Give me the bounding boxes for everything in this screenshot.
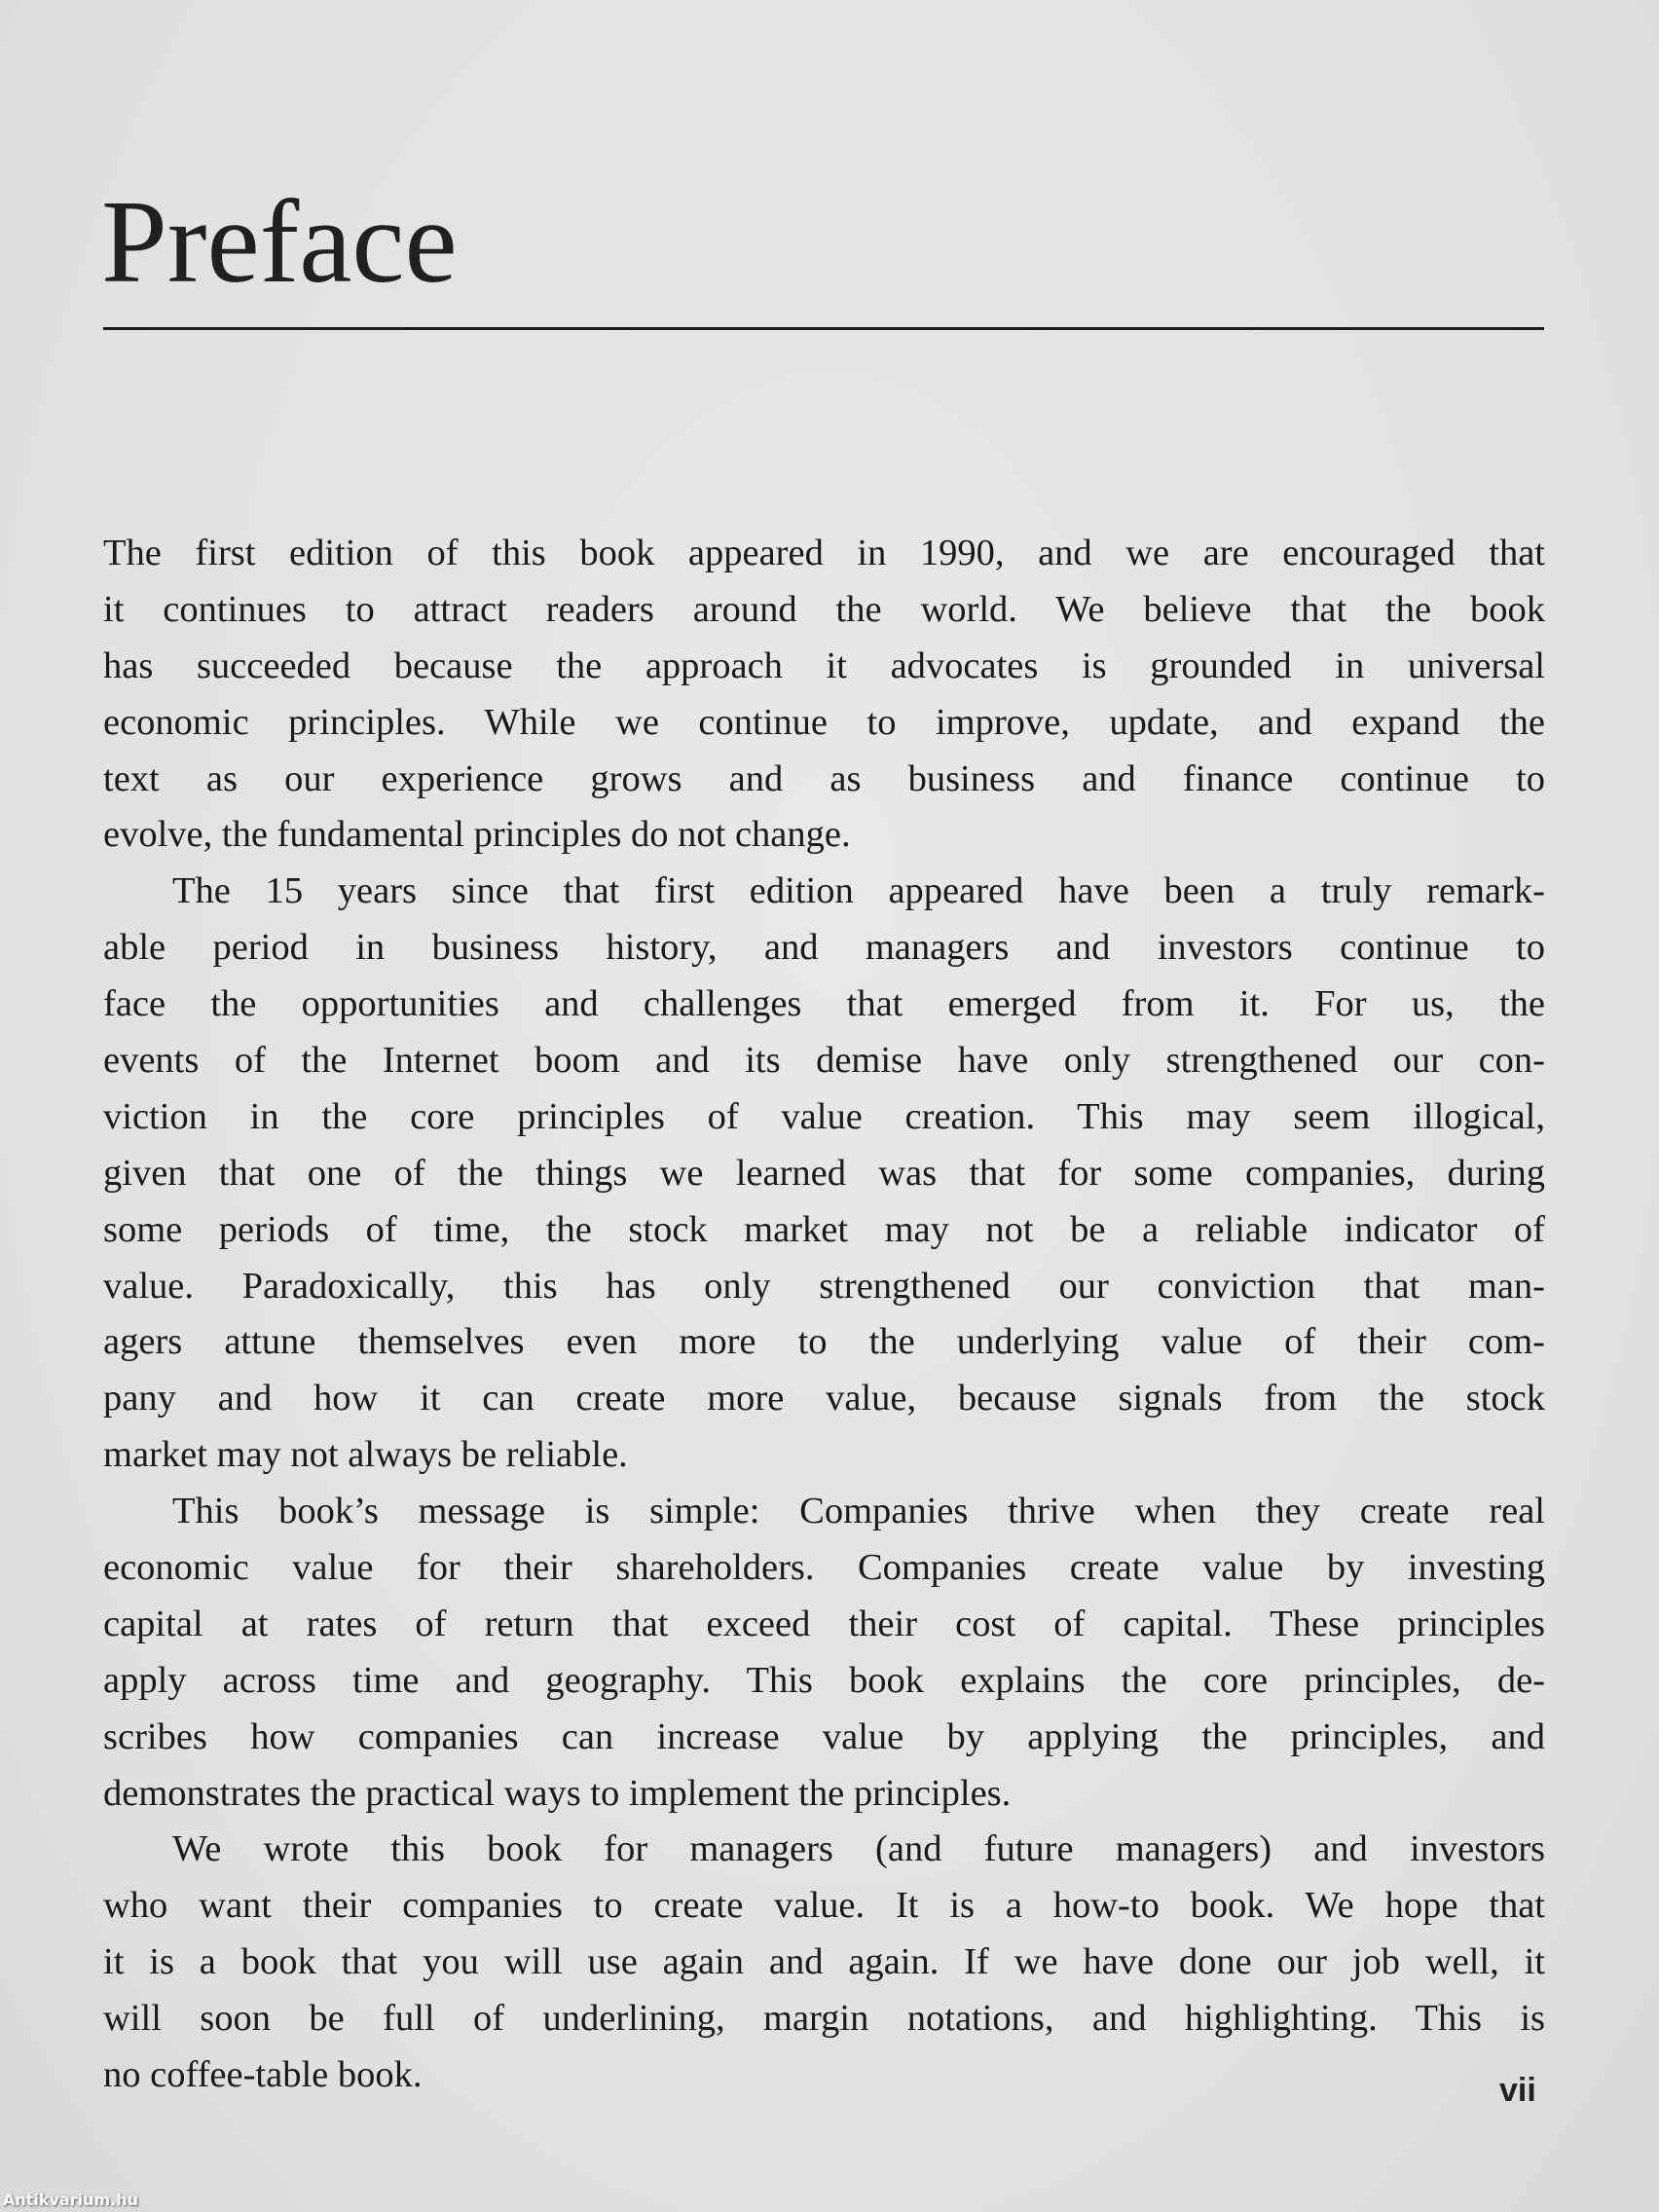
paragraph xyxy=(103,1822,1545,2103)
text-line: This book’s message is simple: Companies thrive when they create real xyxy=(172,1491,1545,1532)
text-line: apply across time and geography. This book explains the core principles, de- xyxy=(103,1659,1545,1701)
text-line: will soon be full of underlining, margin notations, and highlighting. This is xyxy=(103,1998,1545,2040)
text-line: some periods of time, the stock market may not be a reliable indicator of xyxy=(103,1208,1545,1250)
text-line: value. Paradoxically, this has only strengthened our conviction that man- xyxy=(103,1265,1545,1307)
text-line: given that one of the things we learned was that for some companies, during xyxy=(103,1152,1545,1194)
text-line: text as our experience grows and as business and finance continue to xyxy=(103,757,1545,799)
text-line: We wrote this book for managers (and future managers) and investors xyxy=(172,1828,1545,1870)
text-line: it continues to attract readers around the world. We believe that the book xyxy=(103,588,1545,630)
text-line: evolve, the fundamental principles do not change. xyxy=(103,814,851,856)
text-line: The first edition of this book appeared in 1990, and we are encouraged that xyxy=(103,533,1545,573)
text-line: no coffee-table book. xyxy=(103,2054,423,2096)
text-line: scribes how companies can increase value by applying the principles, and xyxy=(103,1715,1545,1757)
page-title: Preface xyxy=(101,176,458,308)
text-line: market may not always be reliable. xyxy=(103,1434,628,1476)
text-line: economic principles. While we continue to improve, update, and expand the xyxy=(103,701,1545,743)
paragraph xyxy=(103,1484,1545,1822)
watermark: Antikvarium.hu xyxy=(3,2191,139,2209)
text-line: has succeeded because the approach it advocates is grounded in universal xyxy=(103,645,1545,686)
text-line: agers attune themselves even more to the underlying value of their com- xyxy=(103,1321,1545,1363)
text-line: demonstrates the practical ways to implement the principles. xyxy=(103,1772,1012,1814)
text-line: events of the Internet boom and its demise have only strengthened our con- xyxy=(103,1040,1545,1082)
text-line: face the opportunities and challenges that emerged from it. For us, the xyxy=(103,983,1545,1025)
body-text xyxy=(103,526,1545,2104)
text-line: it is a book that you will use again and again. If we have done our job well, it xyxy=(103,1941,1545,1983)
text-line: capital at rates of return that exceed their cost of capital. These principles xyxy=(103,1603,1545,1644)
text-line: pany and how it can create more value, because signals from the stock xyxy=(103,1378,1545,1419)
text-line: The 15 years since that first edition appeared have been a truly remark- xyxy=(172,870,1545,912)
paragraph xyxy=(103,526,1545,864)
paragraph xyxy=(103,864,1545,1484)
text-line: viction in the core principles of value creation. This may seem illogical, xyxy=(103,1095,1545,1137)
title-rule xyxy=(103,327,1544,330)
page-number: vii xyxy=(1499,2072,1536,2109)
text-line: who want their companies to create value. It is a how-to book. We hope that xyxy=(103,1885,1545,1927)
text-line: economic value for their shareholders. Companies create value by investing xyxy=(103,1547,1545,1589)
text-line: able period in business history, and managers and investors continue to xyxy=(103,927,1545,969)
